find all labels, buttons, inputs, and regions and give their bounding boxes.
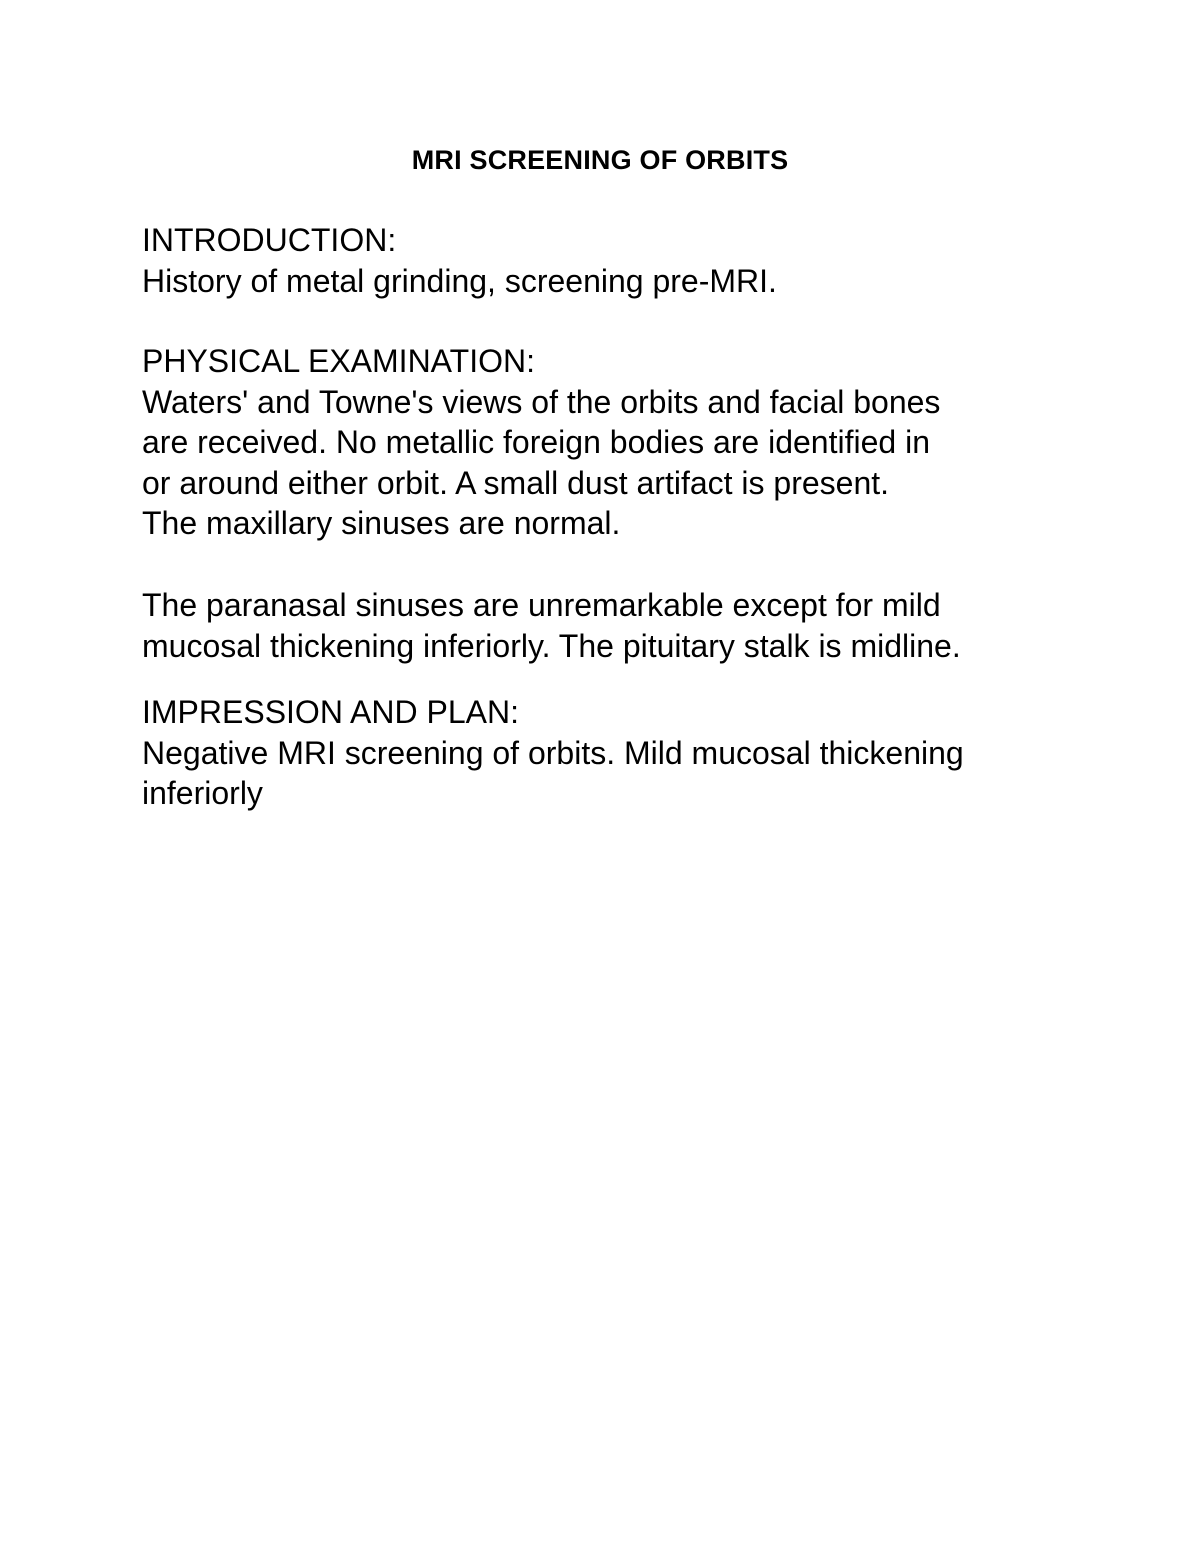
impression-and-plan-section <box>142 692 1142 814</box>
physical-examination-line: are received. No metallic foreign bodies are identified in <box>142 424 930 460</box>
introduction-line: History of metal grinding, screening pre-MRI. <box>142 262 777 299</box>
introduction-section <box>142 220 1142 301</box>
impression-and-plan-line: inferiorly <box>142 775 263 811</box>
page-title: MRI SCREENING OF ORBITS <box>411 145 789 175</box>
paranasal-line: The paranasal sinuses are unremarkable except for mild <box>142 587 941 623</box>
introduction-heading: INTRODUCTION: <box>142 222 397 258</box>
paranasal-paragraph <box>142 585 1142 666</box>
physical-examination-heading: PHYSICAL EXAMINATION: <box>142 343 535 379</box>
physical-examination-section <box>142 341 1142 544</box>
physical-examination-line: The maxillary sinuses are normal. <box>142 505 621 541</box>
impression-and-plan-heading: IMPRESSION AND PLAN: <box>142 694 519 730</box>
paranasal-line: mucosal thickening inferiorly. The pituitary stalk is midline. <box>142 627 961 664</box>
physical-examination-line: or around either orbit. A small dust artifact is present. <box>142 464 890 501</box>
physical-examination-line: Waters' and Towne's views of the orbits and facial bones <box>142 383 941 420</box>
impression-and-plan-line: Negative MRI screening of orbits. Mild mucosal thickening <box>142 734 964 771</box>
